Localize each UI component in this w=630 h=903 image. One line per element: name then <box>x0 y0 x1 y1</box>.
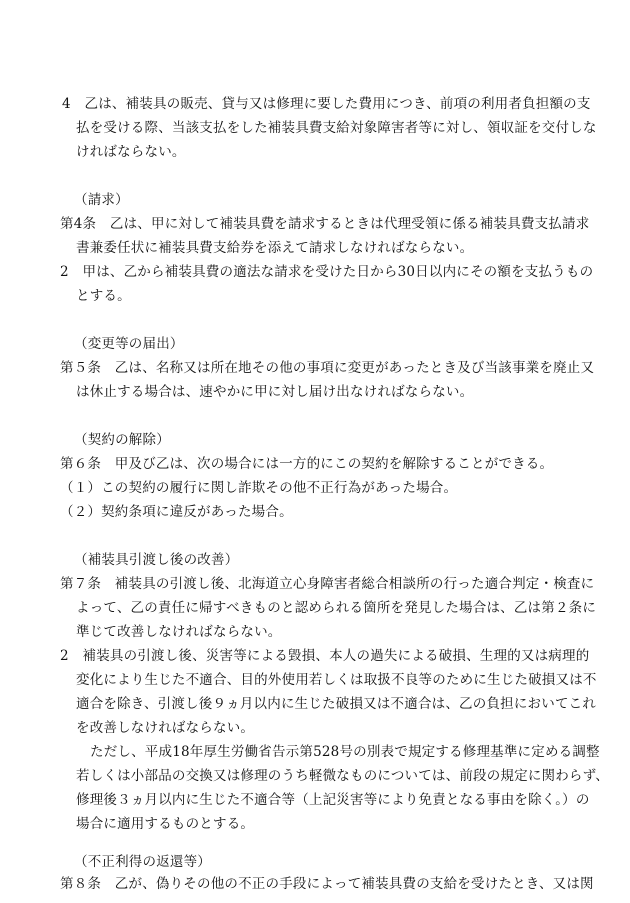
article-4-line-2: 書兼委任状に補装具費支給券を添えて請求しなければならない。 <box>76 240 474 256</box>
heading-return-of-unjust-gain: （不正利得の返還等） <box>74 854 211 870</box>
article-7-proviso-line-4: 場合に適用するものとする。 <box>76 816 255 832</box>
article-8-line-1: 第８条 乙が、偽りその他の不正の手段によって補装具費の支給を受けたとき、又は関 <box>60 876 594 892</box>
article-6-line-1: 第６条 甲及び乙は、次の場合には一方的にこの契約を解除することができる。 <box>60 456 554 472</box>
clause-3-para-4-line-2: 払を受ける際、当該支払をした補装具費支給対象障害者等に対し、領収証を交付しな <box>76 120 597 136</box>
article-7-para-2-line-1: 2 補装具の引渡し後、災害等による毀損、本人の過失による破損、生理的又は病理的 <box>60 648 590 664</box>
article-4-line-1: 第4条 乙は、甲に対して補装具費を請求するときは代理受領に係る補装具費支払請求 <box>60 216 590 232</box>
clause-3-para-4-line-1: 4 乙は、補装具の販売、貸与又は修理に要した費用につき、前項の利用者負担額の支 <box>62 96 591 112</box>
article-7-proviso-line-1: ただし、平成18年厚生労働省告示第528号の別表で規定する修理基準に定める調整 <box>90 744 600 760</box>
clause-3-para-4-line-3: ければならない。 <box>76 144 186 160</box>
article-7-para-2-line-4: を改善しなければならない。 <box>76 720 255 736</box>
article-7-para-2-line-3: 適合を除き、引渡し後９ヵ月以内に生じた破損又は不適合は、乙の負担においてこれ <box>76 696 597 712</box>
article-6-item-2: （２）契約条項に違反があった場合。 <box>60 504 293 520</box>
article-5-line-2: は休止する場合は、速やかに甲に対し届け出なければならない。 <box>76 384 474 400</box>
article-7-proviso-line-2: 若しくは小部品の交換又は修理のうち軽微なものについては、前段の規定に関わらず、 <box>76 768 609 784</box>
heading-change-notice: （変更等の届出） <box>74 336 184 352</box>
article-7-para-2-line-2: 変化により生じた不適合、目的外使用若しくは取扱不良等のために生じた破損又は不 <box>76 672 597 688</box>
article-7-line-3: 準じて改善しなければならない。 <box>76 624 282 640</box>
article-6-item-1: （１）この契約の履行に関し詐欺その他不正行為があった場合。 <box>60 480 458 496</box>
heading-post-delivery-improvement: （補装具引渡し後の改善） <box>74 552 239 568</box>
heading-claim: （請求） <box>74 192 129 208</box>
article-7-proviso-line-3: 修理後３ヵ月以内に生じた不適合等（上記災害等により免責となる事由を除く。）の <box>76 792 590 808</box>
article-7-line-2: よって、乙の責任に帰すべきものと認められる箇所を発見した場合は、乙は第２条に <box>76 600 597 616</box>
article-4-para-2-line-1: 2 甲は、乙から補装具費の適法な請求を受けた日から30日以内にその額を支払うもの <box>60 264 594 280</box>
article-7-line-1: 第７条 補装具の引渡し後、北海道立心身障害者総合相談所の行った適合判定・検査に <box>60 576 595 592</box>
heading-contract-termination: （契約の解除） <box>74 432 170 448</box>
article-5-line-1: 第５条 乙は、名称又は所在地その他の事項に変更があったとき及び当該事業を廃止又 <box>60 360 595 376</box>
article-4-para-2-line-2: とする。 <box>76 288 131 304</box>
